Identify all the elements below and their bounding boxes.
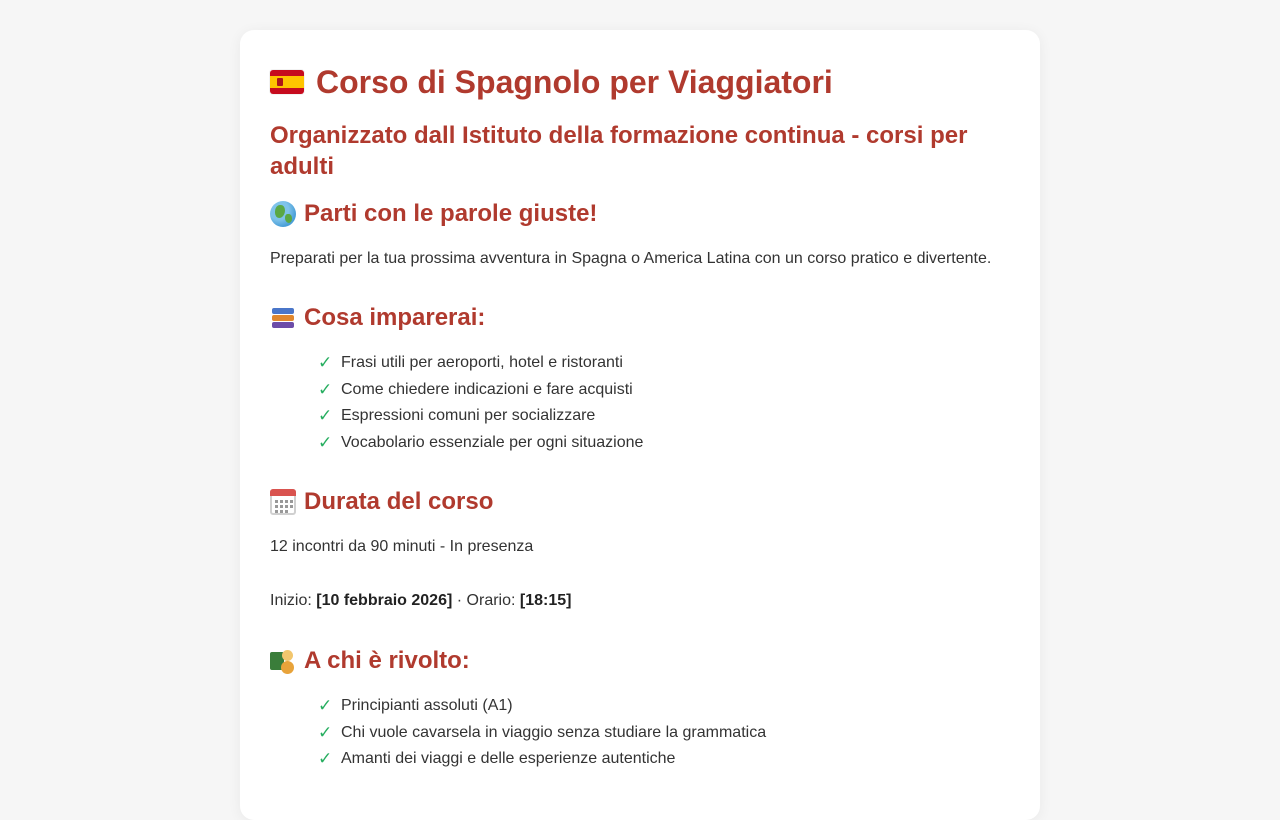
- learn-heading-text: Cosa imparerai:: [304, 304, 486, 331]
- list-item: ✓ Come chiedere indicazioni e fare acquisti: [318, 377, 643, 404]
- intro-heading-text: Parti con le parole giuste!: [304, 200, 598, 227]
- calendar-icon: [270, 489, 296, 515]
- page-title: [270, 60, 833, 104]
- list-item: ✓ Principianti assoluti (A1): [318, 693, 766, 720]
- start-date: [10 febbraio 2026]: [316, 592, 453, 609]
- intro-heading: [270, 198, 597, 230]
- spain-flag-icon: [270, 70, 304, 94]
- course-card: [240, 30, 1040, 820]
- separator: ·: [456, 592, 463, 609]
- check-icon: ✓: [318, 379, 333, 399]
- duration-heading: [270, 486, 493, 518]
- books-icon: [270, 305, 296, 331]
- globe-icon: [270, 201, 296, 227]
- schedule-line: [270, 590, 571, 612]
- check-icon: ✓: [318, 696, 333, 715]
- page-subtitle: Organizzato dall Istituto della formazione continua - corsi per adulti: [270, 122, 968, 180]
- audience-heading-text: A chi è rivolto:: [304, 647, 470, 674]
- list-item: ✓ Chi vuole cavarsela in viaggio senza studiare la grammatica: [318, 720, 766, 747]
- list-item: ✓ Frasi utili per aeroporti, hotel e ristoranti: [318, 350, 643, 377]
- intro-text: Preparati per la tua prossima avventura in Spagna o America Latina con un corso pratico e divertente.: [270, 250, 992, 267]
- list-item: ✓ Amanti dei viaggi e delle esperienze autentiche: [318, 746, 766, 773]
- duration-heading-text: Durata del corso: [304, 488, 494, 515]
- teacher-icon: [270, 648, 296, 674]
- page-title-text: Corso di Spagnolo per Viaggiatori: [316, 64, 833, 100]
- audience-heading: [270, 645, 470, 677]
- check-icon: ✓: [318, 722, 333, 742]
- check-icon: ✓: [318, 749, 333, 769]
- learn-list: [318, 350, 643, 456]
- learn-heading: [270, 302, 485, 334]
- duration-text: 12 incontri da 90 minuti - In presenza: [270, 538, 534, 555]
- check-icon: ✓: [318, 406, 333, 426]
- start-label: Inizio:: [270, 592, 312, 609]
- list-item: ✓ Espressioni comuni per socializzare: [318, 403, 643, 430]
- time-label: Orario:: [466, 592, 516, 609]
- check-icon: ✓: [318, 432, 333, 452]
- start-time: [18:15]: [519, 592, 572, 609]
- list-item: ✓ Vocabolario essenziale per ogni situazione: [318, 430, 643, 457]
- check-icon: ✓: [318, 353, 333, 372]
- audience-list: [318, 693, 766, 773]
